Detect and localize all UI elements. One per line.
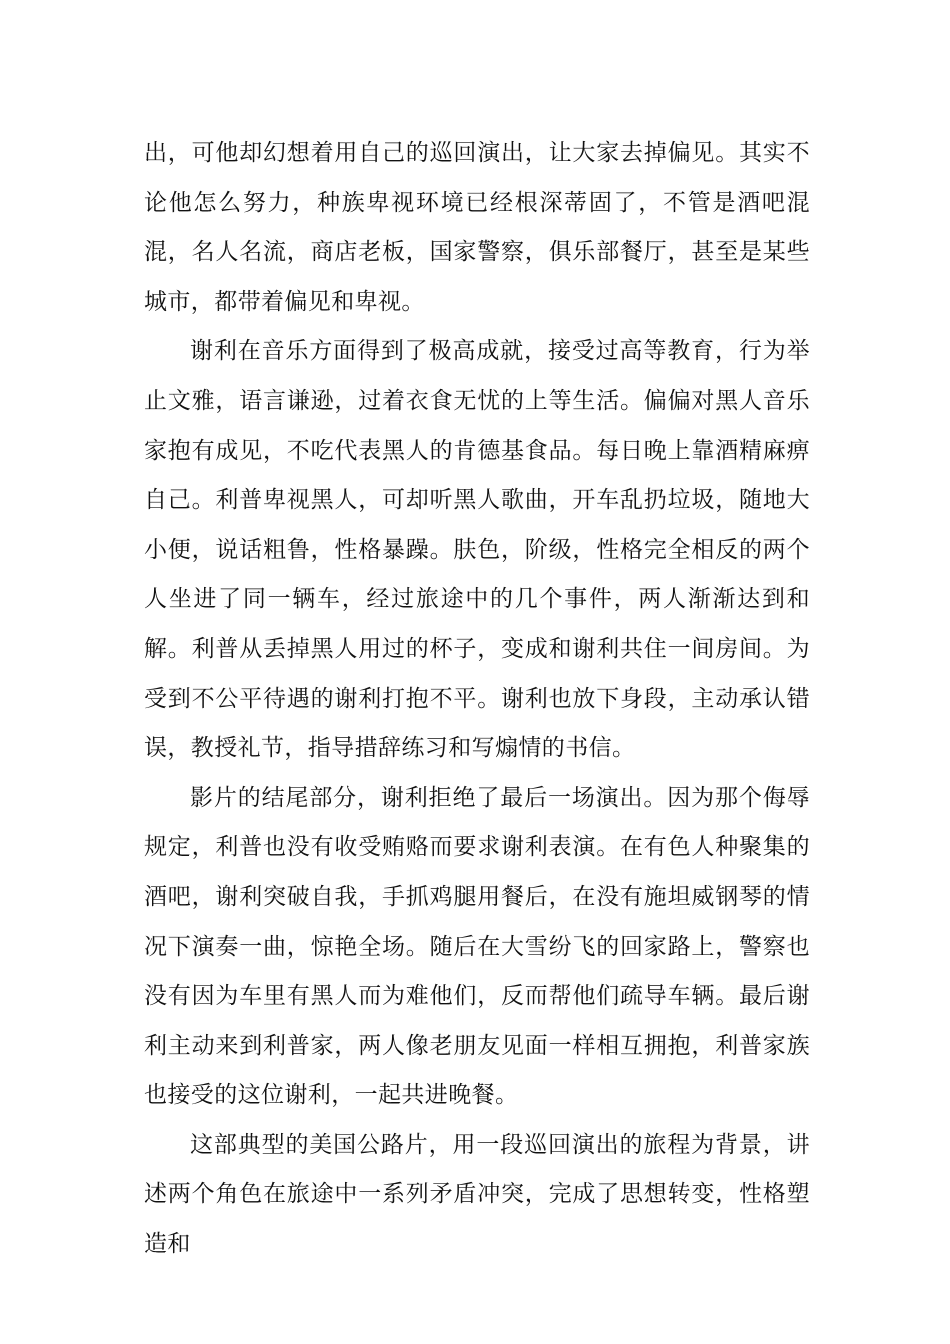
paragraph-3: 影片的结尾部分，谢利拒绝了最后一场演出。因为那个侮辱规定，利普也没有收受贿赂而要求谢利表演。在有色人种聚集的酒吧，谢利突破自我，手抓鸡腿用餐后，在没有施坦威钢琴的情况下演奏一曲，惊艳全场。随后在大雪纷飞的回家路上，警察也没有因为车里有黑人而为难他们，反而帮他们疏导车辆。最后谢利主动来到利普家，两人像老朋友见面一样相互拥抱，利普家族也接受的这位谢利，一起共进晚餐。 bbox=[144, 784, 810, 1109]
paragraph-4: 这部典型的美国公路片，用一段巡回演出的旅程为背景，讲述两个角色在旅途中一系列矛盾冲突，完成了思想转变，性格塑造和 bbox=[144, 1131, 810, 1258]
body-text bbox=[144, 129, 810, 1270]
paragraph-1: 出，可他却幻想着用自己的巡回演出，让大家去掉偏见。其实不论他怎么努力，种族卑视环境已经根深蒂固了，不管是酒吧混混，名人名流，商店老板，国家警察，俱乐部餐厅，甚至是某些城市，都带着偏见和卑视。 bbox=[144, 140, 810, 315]
paragraph-2: 谢利在音乐方面得到了极高成就，接受过高等教育，行为举止文雅，语言谦逊，过着衣食无忧的上等生活。偏偏对黑人音乐家抱有成见，不吃代表黑人的肯德基食品。每日晚上靠酒精麻痹自己。利普卑视黑人，可却听黑人歌曲，开车乱扔垃圾，随地大小便，说话粗鲁，性格暴躁。肤色，阶级，性格完全相反的两个人坐进了同一辆车，经过旅途中的几个事件，两人渐渐达到和解。利普从丢掉黑人用过的杯子，变成和谢利共住一间房间。为受到不公平待遇的谢利打抱不平。谢利也放下身段，主动承认错误，教授礼节，指导措辞练习和写煽情的书信。 bbox=[144, 338, 810, 762]
